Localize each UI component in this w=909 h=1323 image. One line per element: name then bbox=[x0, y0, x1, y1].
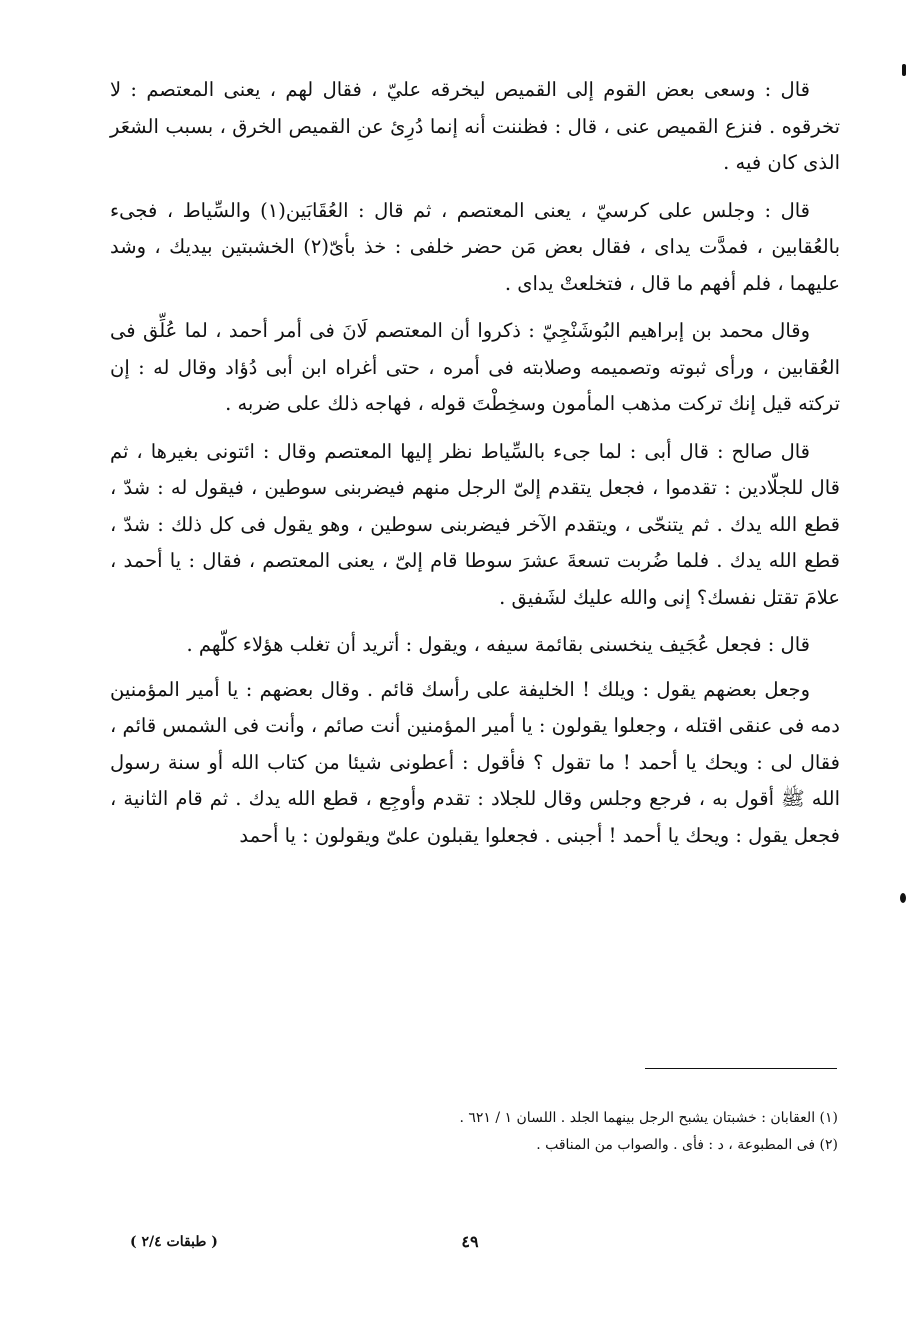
margin-dot bbox=[900, 893, 906, 903]
paragraph-2: قال : وجلس على كرسيّ ، يعنى المعتصم ، ثم قال : العُقَابَين(١) والسِّياط ، فجىء بالعُقابين ، فمدَّت يداى ، فقال بعض مَن حضر خلفى : خذ بأىّ(٢) الخشبتين بيديك ، وشد عليهما ، فلم أفهم ما قال ، فتخلعتْ يداى . bbox=[110, 198, 841, 295]
page-number: ٤٩ bbox=[461, 1232, 479, 1251]
footnotes bbox=[300, 1105, 838, 1159]
paragraph-6: وجعل بعضهم يقول : ويلك ! الخليفة على رأسك قائم . وقال بعضهم : يا أمير المؤمنين دمه فى عنقى اقتله ، وجعلوا يقولون : يا أمير المؤمنين أنت صائم ، وأنت فى الشمس قائم ، فقال لى : ويحك يا أحمد ! ما تقول ؟ فأقول : أعطونى شيئا من كتاب الله أو سنة رسول الله ﷺ أقول به ، فرجع وجلس وقال للجلاد : تقدم وأوجِع ، قطع الله يدك . ثم قام الثانية ، فجعل يقول : ويحك يا أحمد ! أجبنى . فجعلوا يقبلون علىّ ويقولون : يا أحمد bbox=[110, 677, 840, 847]
footnote-separator bbox=[645, 1068, 837, 1069]
paragraph-5: قال : فجعل عُجَيف ينخسنى بقائمة سيفه ، ويقول : أتريد أن تغلب هؤلاء كلّهم . bbox=[186, 633, 810, 656]
printer-signature: ( طبقات ٢/٤ ) bbox=[130, 1234, 218, 1250]
paragraph-4: قال صالح : قال أبى : لما جىء بالسِّياط نظر إليها المعتصم وقال : ائتونى بغيرها ، ثم قال للجلّادين : تقدموا ، فجعل يتقدم إلىّ الرجل منهم فيضربنى سوطين ، فيقول له : شدّ ، قطع الله يدك . ثم يتنحّى ، ويتقدم الآخر فيضربنى سوطين ، وهو يقول فى كل ذلك : شدّ ، قطع الله يدك . فلما ضُربت تسعةَ عشرَ سوطا قام إلىّ ، يعنى المعتصم ، فقال : يا أحمد ، علامَ تقتل نفسك؟ إنى والله عليك لشَفيق . bbox=[110, 439, 840, 609]
paragraph-3: وقال محمد بن إبراهيم البُوشَنْجِيّ : ذكروا أن المعتصم لَانَ فى أمر أحمد ، لما عُلِّق فى العُقابين ، ورأى ثبوته وتصميمه وصلابته فى أمره ، حتى أغراه ابن أبى دُؤاد وقال له : إن تركته قيل إنك تركت مذهب المأمون وسخِطْتَ قوله ، فهاجه ذلك على ضربه . bbox=[110, 319, 840, 415]
footnote-2: (٢) فى المطبوعة ، د : فأى . والصواب من المناقب . bbox=[536, 1137, 838, 1153]
margin-mark bbox=[902, 64, 906, 76]
footnote-1: (١) العقابان : خشبتان يشبح الرجل بينهما الجلد . اللسان ١ / ٦٢١ . bbox=[459, 1110, 838, 1126]
body-text bbox=[110, 72, 840, 854]
paragraph-1: قال : وسعى بعض القوم إلى القميص ليخرقه عليّ ، فقال لهم ، يعنى المعتصم : لا تخرقوه . فنزع القميص عنى ، قال : فظننت أنه إنما دُرِئ عن القميص الخرق ، بسبب الشعَر الذى كان فيه . bbox=[110, 78, 840, 174]
